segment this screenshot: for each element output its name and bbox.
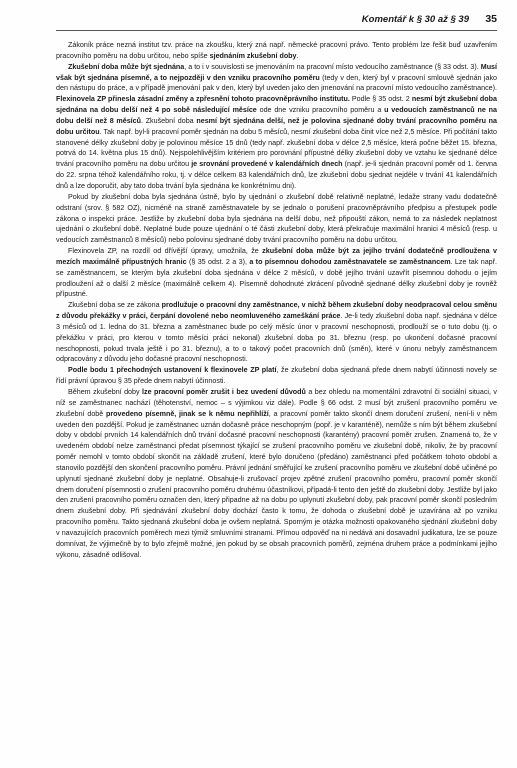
text-run: . Lze tak např. se zaměstnancem, se kterým byla zkušební doba sjednána v délce 2 měsíců, v době jejího trvání uzavřít písemnou dohodu o jejím prodloužení až o další 2 měsíce (maximálně celkem 4). Písemně dohodnuté zkrácení původně sjednané délky zkušební doby je rovněž přípustné. bbox=[56, 257, 498, 299]
running-header bbox=[56, 12, 497, 31]
bold-text-run: Podle bodu 1 přechodných ustanovení k flexinovele ZP platí bbox=[68, 366, 277, 375]
text-run: Flexinovela ZP, na rozdíl od dřívější úpravy, umožnila, že bbox=[68, 247, 263, 256]
bold-text-run: nesmí být zkušební doba sjednána na dobu delší než 4 po sobě následující měsíce bbox=[56, 95, 497, 115]
bold-text-run: provedeno písemně, jinak se k němu nepřihlíží bbox=[106, 409, 269, 418]
paragraph bbox=[56, 365, 497, 387]
paragraph bbox=[56, 246, 497, 300]
text-run: , že zkušební doba sjednaná přede dnem nabytí účinnosti novely se řídí právní úpravou § 35 přede dnem nabytí účinnosti. bbox=[56, 366, 497, 386]
text-run: (např. je-li sjednán pracovní poměr od 1. června do 22. srpna téhož kalendářního roku, tj. v délce celkem 83 kalendářních dnů, lze zkušební dobu sjednat nejdéle v trvání 41 kalendářních dnů a lze doporučit, aby tato doba trvání byla sjednána ke konkrétnímu dni). bbox=[56, 160, 497, 190]
bold-text-run: Musí však být sjednána písemně, a to nejpozději v den vzniku pracovního poměru bbox=[56, 62, 498, 82]
text-run: (tedy v den, který byl v pracovní smlouvě sjednán jako den nástupu do práce, a v případě jmenování pak v den, který byl uveden jako den jmenování na pracovní místo vedoucího zaměstnance). bbox=[56, 73, 497, 93]
text-run: Zkušební doba se ze zákona bbox=[68, 301, 162, 310]
text-run: Podle § 35 odst. 2 bbox=[349, 95, 412, 104]
bold-text-run: lze pracovní poměr zrušit i bez uvedení důvodů bbox=[142, 388, 306, 396]
text-run: , a pracovní poměr takto skončí dnem doručení zrušení, není-li v něm uveden den pozdější. Pokud je zaměstnanec uznán dočasně práce neschopným (popř. je v karanténě), nemůže s ním být během zkušební doby v období prvních 14 kalendářních dnů trvání dočasné pracovní neschopnosti (karantény) pracovní poměr zrušen. Znamená to, že v uvedeném období nelze zaměstnanci předat písemnost týkající se zrušení pracovního poměru ve zkušební době, nikoliv, že by pracovní poměr nemohl v tomto období skončit na základě zrušení, které bylo doručeno (předáno) zaměstnanci před počátkem tohoto období a stanovilo pozdější den skončení pracovního poměru. Právní jednání směřující ke zrušení pracovního poměru ve zkušební době učiněné po uplynutí sjednané zkušební doby je neplatné. Obsahuje-li zrušovací projev zpětné zrušení pracovního poměru, pracovní poměr skončí dnem doručení písemnosti o zrušení pracovního poměru druhému účastníkovi, případá-li tento den ještě do zkušební doby. Jestliže byl jako den zrušení pracovního poměru označen den, který připadne až na dobu po uplynutí zkušební doby, pak pracovní poměr skončí posledním dnem zkušební doby. Při sjednávání zkušební doby dochází často k tomu, že dohoda o zkušební době je uzavírána až po vzniku pracovního poměru. Takto sjednaná zkušební doba je ovšem neplatná. Sporným je otázka možnosti opakovaného sjednání zkušební doby v navazujících pracovních poměrech mezi týmiž smluvními stranami. Přímou odpověď na ni nedává ani dosavadní judikatura, lze se pouze domnívat, že výjimečně by to bylo zřejmě možné, jen pokud by se obsah pracovních poměrů, zejména druhem práce a podmínkami jejího výkonu, zásadně odlišoval. bbox=[56, 409, 497, 559]
bold-text-run: Zkušební doba může být sjednána bbox=[68, 62, 185, 71]
text-run: (§ 35 odst. 2 a 3), bbox=[186, 257, 250, 266]
bold-text-run: prodlužuje o pracovní dny zaměstnance, v nichž během zkušební doby neodpracoval celou směnu z důvodu překážky v práci, čerpání dovolené nebo neomluveného zameškání práce bbox=[56, 301, 497, 321]
text-run: . Tak např. byl-li pracovní poměr sjednán na dobu 5 měsíců, nesmí zkušební doba činit více než 2,5 měsíce. Při počítání takto stanovené délky zkušební doby je polovinou měsíce 15 dnů (tedy např. zkušební doba v délce 2,5 měsíce, která počne běžet 15. března, potrvá do 14. května plus 15 dnů). Nejspolehlivějším kritériem pro porovnání přípustné délky zkušební doby ve vztahu ke sjednané délce trvání pracovního poměru na dobu určitou bbox=[56, 127, 497, 169]
paragraph bbox=[56, 62, 497, 192]
text-run: . Je-li tedy zkušební doba např. sjednána v délce 3 měsíců od 1. ledna do 31. března a zaměstnanec bude po celý měsíc únor v pracovní neschopnosti, prodlouží se o tuto dobu (tj. o překážku v práci, pro kterou v tomto měsíci práci nekonal) zkušební doba po 31. březnu (resp. po ukončení dočasné pracovní neschopnosti, pokud trvala ještě i po 31. březnu), a to o takový počet pracovních dnů (směn), které v únoru nebyly zaměstnancem odpracovány z důvodu jeho dočasné pracovní neschopnosti. bbox=[56, 312, 497, 364]
text-run: Pokud by zkušební doba byla sjednána ústně, bylo by ujednání o zkušební době relativně neplatné, ledaže strany vadu dodatečně odstraní (srov. § 582 OZ), nicméně na straně zaměstnavatele by se jednalo o porušení pracovněprávního předpisu a přestupek podle zákona o inspekci práce. Jestliže by zkušební doba byla sjednána na delší dobu, než připouští zákon, nemá to za následek neplatnost ujednání o zkušební době. Neplatné bude pouze ujednání o té části zkušební doby, která překračuje maximální hranici 4 měsíců (resp. u vedoucích zaměstnanců 8 měsíců) nebo polovinu sjednané doby trvání pracovního poměru na dobu určitou. bbox=[56, 192, 497, 245]
text-run: , a to i v souvislosti se jmenováním na pracovní místo vedoucího zaměstnance (§ 33 odst. 3). bbox=[184, 62, 481, 71]
text-run: Během zkušební doby bbox=[68, 388, 143, 396]
text-run: ode dne vzniku pracovního poměru a bbox=[256, 106, 385, 115]
bold-text-run: Flexinovela ZP přinesla zásadní změny a zpřesnění tohoto pracovněprávního institutu. bbox=[56, 95, 350, 104]
bold-text-run: zkušební doba může být za jejího trvání dodatečně prodloužena v mezích maximálně přípustných hranic bbox=[56, 247, 497, 266]
bold-text-run: u vedoucích zaměstnanců ne na dobu delší než 8 měsíců bbox=[56, 106, 497, 125]
text-run: a bez ohledu na momentální zdravotní či sociální situaci, v níž se zaměstnanec nachází (těhotenství, nemoc – s výjimkou viz dále). Podle § 66 odst. 2 musí být zrušení pracovního poměru ve zkušební době bbox=[56, 388, 498, 418]
body-text bbox=[56, 40, 497, 561]
bold-text-run: nesmí být sjednána delší, než je polovina sjednané doby trvání pracovního poměru na dobu určitou bbox=[56, 116, 497, 136]
paragraph bbox=[56, 300, 497, 365]
bold-text-run: je srovnání provedené v kalendářních dnech bbox=[191, 160, 343, 169]
bold-text-run: sjednáním zkušební doby bbox=[209, 51, 297, 60]
page-number: 35 bbox=[485, 13, 497, 25]
paragraph bbox=[56, 192, 497, 246]
bold-text-run: a to písemnou dohodou zaměstnavatele se zaměstnancem bbox=[249, 257, 451, 266]
text-run: Zákoník práce nezná institut tzv. práce na zkoušku, který zná např. německé pracovní právo. Tento problém lze řešit buď uzavřením pracovního poměru na dobu určitou, nebo spíše bbox=[56, 41, 497, 60]
text-run: . bbox=[296, 51, 299, 60]
paragraph bbox=[56, 387, 497, 561]
running-header-title: Komentář k § 30 až § 39 bbox=[361, 14, 469, 25]
paragraph bbox=[56, 40, 497, 62]
text-run: . Zkušební doba bbox=[141, 116, 197, 125]
